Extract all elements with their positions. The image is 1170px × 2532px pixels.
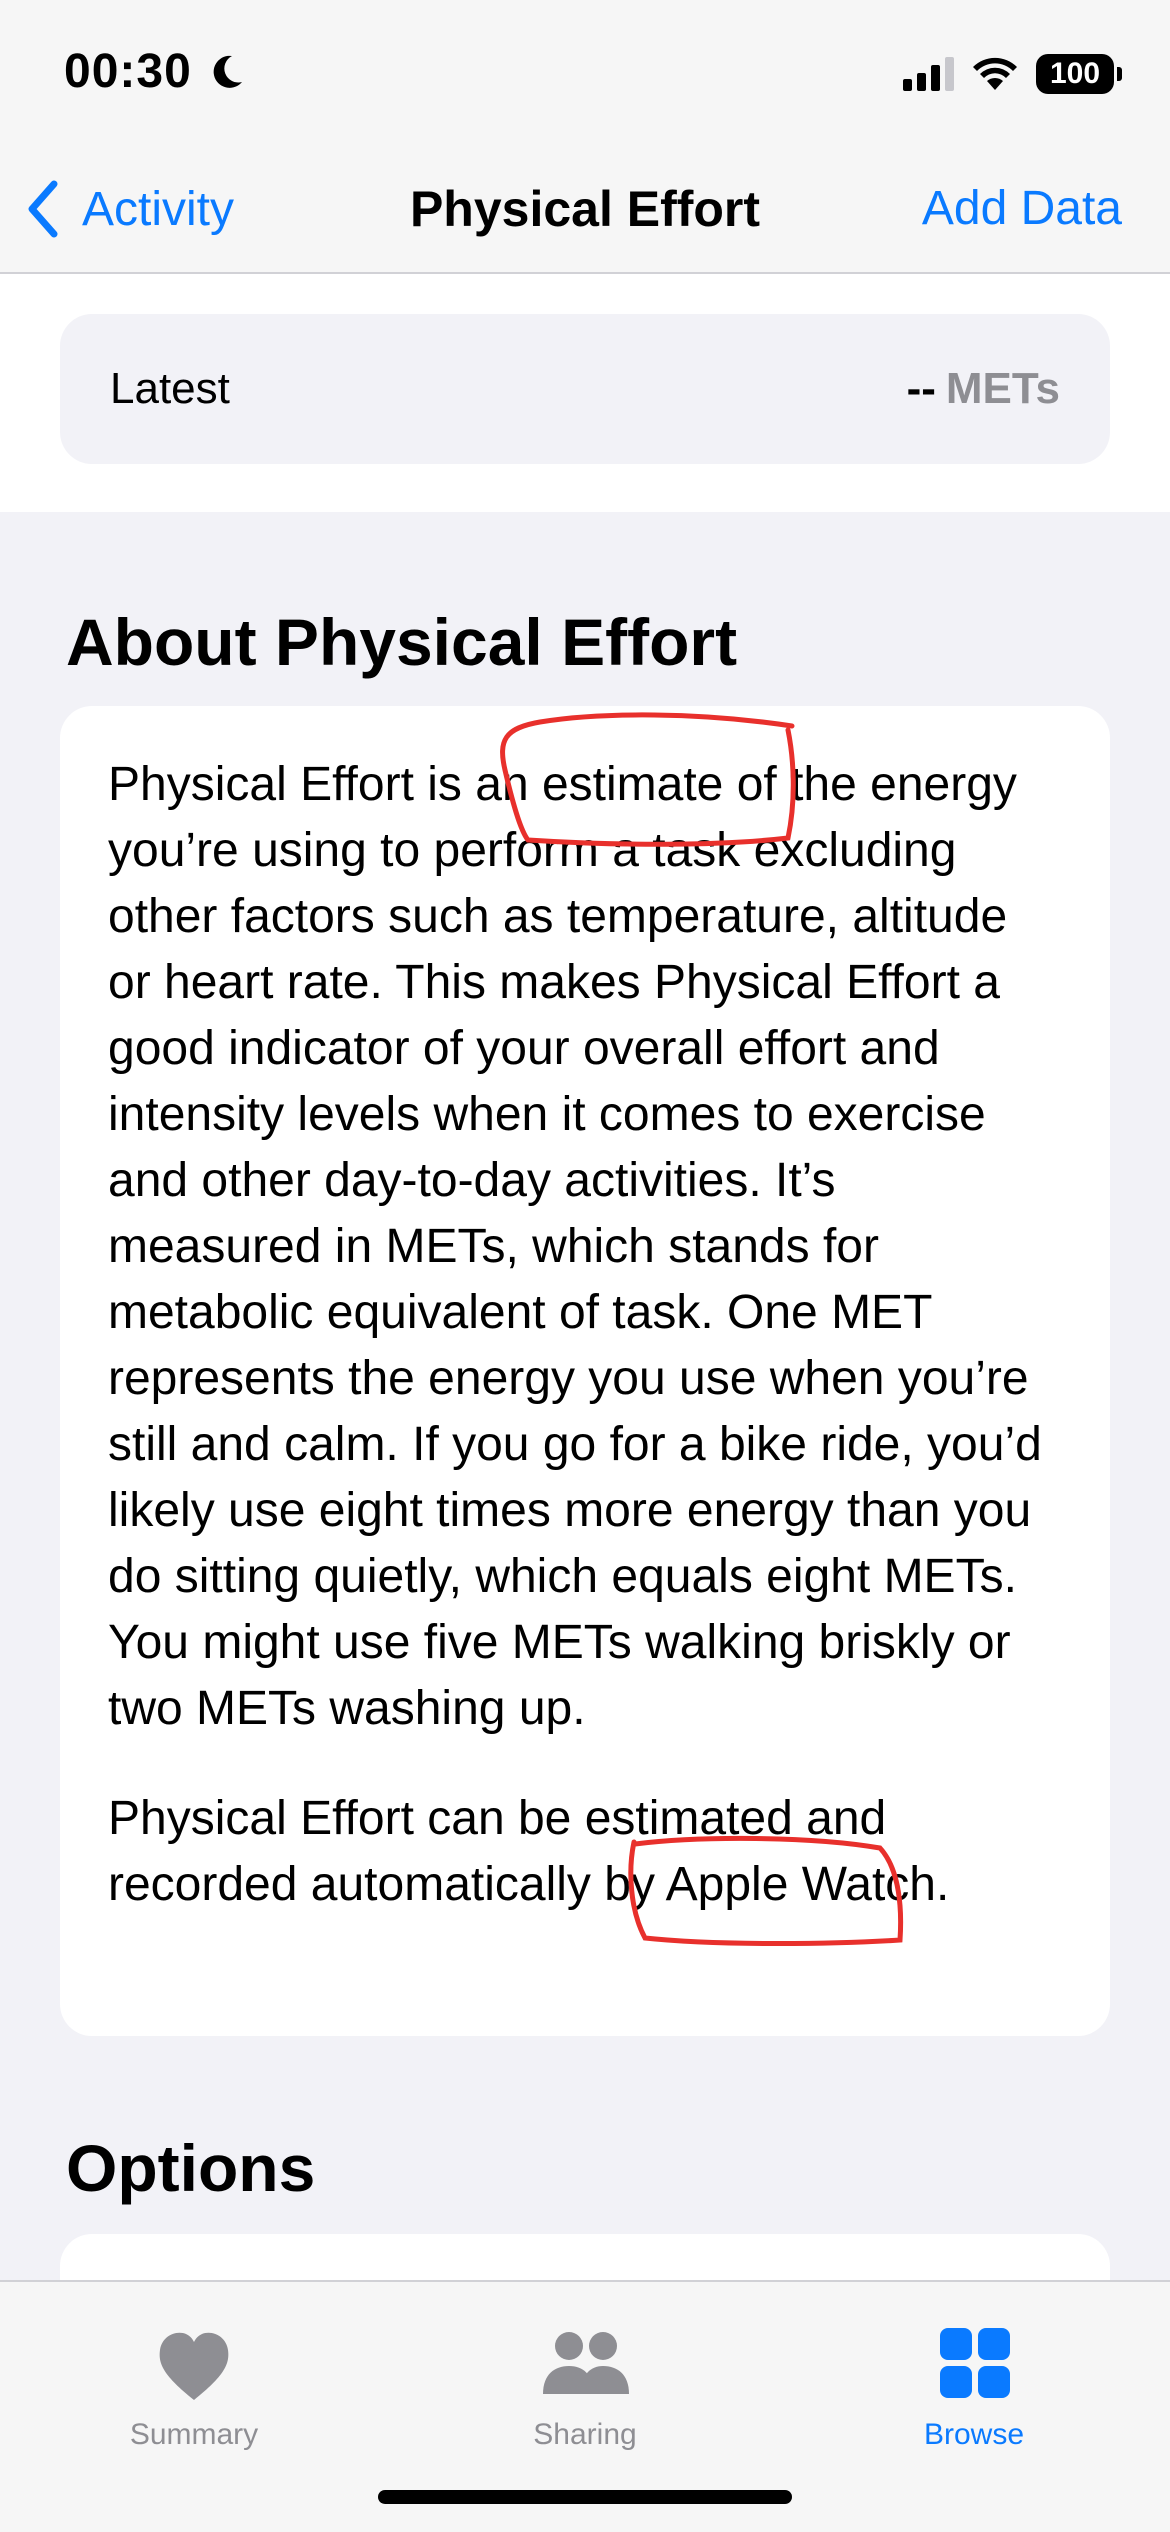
page-title: Physical Effort: [409, 181, 761, 237]
about-paragraph-2: Physical Effort can be estimated and recorded automatically by Apple Watch.: [108, 1792, 950, 1911]
navigation-bar: [0, 150, 1170, 274]
tab-sharing[interactable]: [435, 2282, 735, 2452]
cellular-signal-icon: [903, 57, 954, 91]
latest-label: Latest: [110, 364, 230, 413]
heart-icon: [144, 2324, 244, 2404]
tab-sharing-label: Sharing: [533, 2418, 637, 2451]
status-bar: [0, 0, 1170, 150]
home-indicator[interactable]: [378, 2490, 792, 2504]
latest-value-unit: METs: [945, 364, 1060, 413]
people-icon: [535, 2324, 635, 2404]
latest-section: [0, 274, 1170, 512]
about-card: [60, 706, 1110, 2036]
tab-browse[interactable]: [824, 2282, 1124, 2452]
status-indicators: [903, 50, 1114, 98]
tab-summary-label: Summary: [129, 2418, 259, 2451]
latest-card[interactable]: [60, 314, 1110, 464]
options-heading: Options: [66, 2131, 316, 2205]
back-label: Activity: [82, 182, 235, 236]
tab-summary[interactable]: [44, 2282, 344, 2452]
wifi-icon: [972, 56, 1018, 92]
grid-icon: [924, 2324, 1024, 2404]
about-heading: About Physical Effort: [66, 605, 738, 679]
latest-value: [907, 364, 1060, 414]
battery-icon: 100: [1036, 54, 1114, 94]
about-paragraph-1: Physical Effort is an estimate of the energy you’re using to perform a task excluding other factors such as temperature, altitude or heart rate. This makes Physical Effort a good indicator of your overall effort and intensity levels when it comes to exercise and other day-to-day activities. It’s measured in METs, which stands for metabolic equivalent of task. One MET represents the energy you use when you’re still and calm. If you go for a bike ride, you’d likely use eight times more energy than you do sitting quietly, which equals eight METs. You might use five METs walking briskly or two METs washing up.: [108, 758, 1042, 1735]
moon-icon: [206, 52, 246, 92]
status-time: 00:30: [64, 45, 192, 98]
tab-browse-label: Browse: [923, 2418, 1025, 2451]
add-data-button[interactable]: Add Data: [921, 182, 1122, 235]
latest-value-number: --: [906, 364, 936, 413]
